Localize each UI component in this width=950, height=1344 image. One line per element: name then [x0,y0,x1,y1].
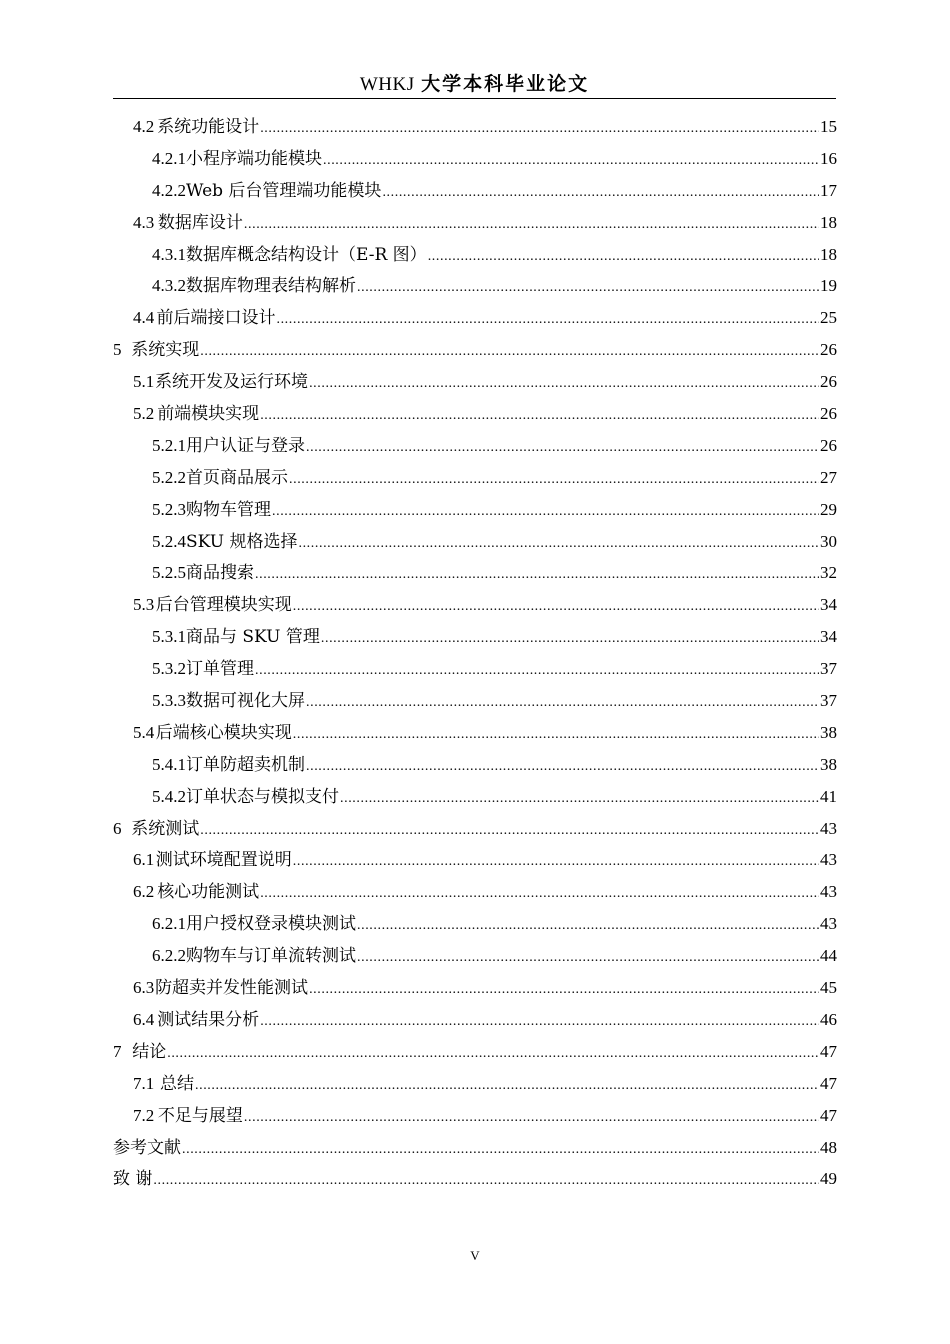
toc-entry-number: 5.3.2 [152,659,186,679]
toc-entry[interactable] [113,1100,837,1132]
toc-entry[interactable] [113,1036,837,1068]
toc-entry[interactable] [113,302,837,334]
toc-dot-leader [298,528,819,560]
toc-dot-leader [153,1165,819,1197]
toc-entry-title: 数据可视化大屏 [186,691,305,712]
toc-entry[interactable] [113,1068,837,1100]
toc-entry-number: 4.3 [133,212,155,232]
toc-entry-number: 7 [113,1041,122,1061]
toc-entry[interactable] [113,876,837,908]
page-number: V [470,1248,480,1263]
toc-entry-number: 5.3.3 [152,691,186,711]
toc-entry-page: 46 [820,1009,837,1029]
toc-entry-page: 37 [820,691,837,711]
toc-dot-leader [323,145,819,177]
toc-entry-title: 总结 [160,1073,194,1094]
header-rule [113,98,836,99]
toc-entry-number: 4.4 [133,308,155,328]
toc-entry-page: 47 [820,1105,837,1125]
toc-entry[interactable] [113,653,837,685]
toc-entry-number: 5.1 [133,372,155,392]
toc-entry-number: 6.2.1 [152,914,186,934]
toc-dot-leader [260,400,819,432]
toc-entry-page: 34 [820,627,837,647]
toc-entry-number: 6.3 [133,978,155,998]
toc-entry-title: 前端模块实现 [157,404,260,425]
toc-entry-page: 45 [820,978,837,998]
toc-dot-leader [167,1038,819,1070]
toc-entry[interactable] [113,717,837,749]
toc-entry-title: 订单管理 [186,659,254,680]
toc-entry-title: 结论 [132,1041,167,1062]
toc-entry-page: 43 [820,818,837,838]
toc-dot-leader [293,591,819,623]
toc-entry-number: 5.3.1 [152,627,186,647]
toc-entry-number: 5.4.1 [152,754,186,774]
toc-entry[interactable] [113,1163,837,1195]
toc-entry[interactable] [113,685,837,717]
toc-entry-number: 5.2 [133,404,155,424]
toc-dot-leader [260,113,819,145]
toc-entry-number: 6.4 [133,1009,155,1029]
toc-dot-leader [293,846,819,878]
toc-entry-page: 44 [820,946,837,966]
toc-dot-leader [340,783,819,815]
toc-entry-page: 38 [820,754,837,774]
toc-entry-number: 6.2.2 [152,946,186,966]
toc-dot-leader [357,910,819,942]
toc-entry-number: 4.3.2 [152,276,186,296]
toc-entry-number: 5.4 [133,722,155,742]
toc-entry-number: 5.2.3 [152,499,186,519]
toc-entry-page: 26 [820,404,837,424]
toc-entry-title: 不足与展望 [157,1105,243,1126]
toc-dot-leader [200,336,819,368]
toc-entry-title: 前后端接口设计 [156,308,276,329]
toc-entry-title: 后台管理模块实现 [155,595,292,616]
toc-entry[interactable] [113,844,837,876]
toc-entry[interactable] [113,175,837,207]
toc-entry-page: 34 [820,595,837,615]
toc-entry-number: 6 [113,818,122,838]
toc-entry-title: 致 谢 [113,1169,153,1190]
toc-dot-leader [382,177,819,209]
toc-entry-number: 4.2.1 [152,148,186,168]
toc-entry[interactable] [113,239,837,271]
toc-entry-number: 5.2.2 [152,467,186,487]
toc-entry-title: 购物车与订单流转测试 [186,946,356,967]
toc-dot-leader [276,304,819,336]
toc-entry-title: 测试结果分析 [157,1009,260,1030]
toc-entry-title: 小程序端功能模块 [186,148,322,169]
toc-entry[interactable] [113,908,837,940]
toc-entry[interactable] [113,366,837,398]
toc-entry-title: 数据库物理表结构解析 [186,276,356,297]
toc-entry-page: 26 [820,435,837,455]
toc-entry-page: 32 [820,563,837,583]
toc-dot-leader [244,1102,819,1134]
toc-entry-title: 防超卖并发性能测试 [155,978,309,999]
toc-entry-page: 49 [820,1169,837,1189]
toc-entry-page: 37 [820,659,837,679]
toc-entry[interactable] [113,1132,837,1164]
toc-dot-leader [200,815,819,847]
toc-entry-title: 后端核心模块实现 [155,722,292,743]
toc-dot-leader [321,623,819,655]
toc-entry-page: 18 [820,212,837,232]
toc-entry-page: 43 [820,882,837,902]
toc-dot-leader [255,559,819,591]
toc-dot-leader [306,687,819,719]
toc-dot-leader [244,209,819,241]
toc-entry-title: 测试环境配置说明 [155,850,292,871]
toc-entry-title: 核心功能测试 [157,882,260,903]
toc-entry-title: 系统实现 [131,340,200,361]
header-brand: WHKJ [359,74,415,95]
toc-dot-leader [195,1070,819,1102]
toc-entry[interactable] [113,813,837,845]
toc-entry-page: 43 [820,850,837,870]
toc-entry-number: 5.2.4 [152,531,186,551]
toc-entry-title: SKU 规格选择 [186,531,298,552]
toc-dot-leader [306,432,819,464]
toc-dot-leader [260,1006,819,1038]
toc-entry-page: 43 [820,914,837,934]
toc-entry-title: 系统测试 [131,818,200,839]
toc-entry[interactable] [113,940,837,972]
toc-dot-leader [428,241,819,273]
toc-entry[interactable] [113,749,837,781]
toc-entry-title: 参考文献 [113,1137,181,1158]
toc-dot-leader [357,272,819,304]
toc-entry-title: 订单防超卖机制 [186,754,305,775]
toc-dot-leader [260,878,819,910]
toc-dot-leader [293,719,819,751]
toc-entry[interactable] [113,111,837,143]
toc-dot-leader [309,368,819,400]
toc-dot-leader [182,1134,819,1166]
toc-entry-number: 6.1 [133,850,155,870]
toc-entry-page: 41 [820,786,837,806]
toc-entry-page: 25 [820,308,837,328]
toc-entry-title: 购物车管理 [186,499,271,520]
toc-entry[interactable] [113,462,837,494]
toc-entry[interactable] [113,270,837,302]
toc-entry-page: 29 [820,499,837,519]
toc-entry-number: 5.4.2 [152,786,186,806]
toc-entry-title: 首页商品展示 [186,467,288,488]
toc-entry-page: 16 [820,148,837,168]
toc-entry-page: 47 [820,1041,837,1061]
toc-entry-title: 系统功能设计 [157,117,260,137]
toc-entry-title: 商品搜索 [186,563,254,584]
toc-dot-leader [272,496,819,528]
toc-entry-number: 7.2 [133,1105,155,1125]
toc-entry[interactable] [113,398,837,430]
toc-entry[interactable] [113,526,837,558]
toc-entry[interactable] [113,143,837,175]
toc-entry[interactable] [113,1004,837,1036]
toc-entry-page: 26 [820,340,837,360]
toc-entry[interactable] [113,621,837,653]
toc-dot-leader [306,751,819,783]
toc-entry-number: 6.2 [133,882,155,902]
page-header [113,70,836,98]
toc-entry-page: 26 [820,372,837,392]
toc-entry-page: 47 [820,1073,837,1093]
toc-entry-page: 27 [820,467,837,487]
toc-entry-number: 7.1 [133,1073,155,1093]
toc-entry[interactable] [113,557,837,589]
toc-entry-number: 5.2.1 [152,435,186,455]
toc-dot-leader [289,464,819,496]
toc-entry-title: 商品与 SKU 管理 [186,627,320,648]
toc-entry-page: 48 [820,1137,837,1157]
toc-entry-number: 4.2 [133,117,155,136]
toc-entry-number: 4.2.2 [152,180,186,200]
toc-entry-page: 38 [820,722,837,742]
toc-dot-leader [255,655,819,687]
toc-entry-title: Web 后台管理端功能模块 [186,180,382,201]
toc-entry-number: 4.3.1 [152,244,186,264]
toc-entry-title: 数据库设计 [157,212,243,233]
toc-entry[interactable] [113,430,837,462]
header-title: 大学本科毕业论文 [421,73,590,95]
toc-entry-number: 5.3 [133,595,155,615]
toc-entry-number: 5.2.5 [152,563,186,583]
toc-entry-page: 30 [820,531,837,551]
toc-entry-title: 系统开发及运行环境 [155,372,309,393]
toc-entry-title: 数据库概念结构设计（E-R 图） [186,244,427,265]
toc-entry[interactable] [113,781,837,813]
toc-entry[interactable] [113,589,837,621]
toc-entry-title: 用户授权登录模块测试 [186,914,356,935]
toc-dot-leader [357,942,819,974]
toc-entry[interactable] [113,334,837,366]
toc-entry[interactable] [113,494,837,526]
toc-entry-page: 18 [820,244,837,264]
toc-dot-leader [309,974,819,1006]
table-of-contents [113,111,837,1195]
toc-entry[interactable] [113,207,837,239]
toc-entry-number: 5 [113,340,122,360]
toc-entry-title: 订单状态与模拟支付 [186,786,339,807]
toc-entry-page: 17 [820,180,837,200]
toc-entry-title: 用户认证与登录 [186,435,305,456]
toc-entry-page: 19 [820,276,837,296]
toc-entry[interactable] [113,972,837,1004]
toc-entry-page: 15 [820,117,837,136]
